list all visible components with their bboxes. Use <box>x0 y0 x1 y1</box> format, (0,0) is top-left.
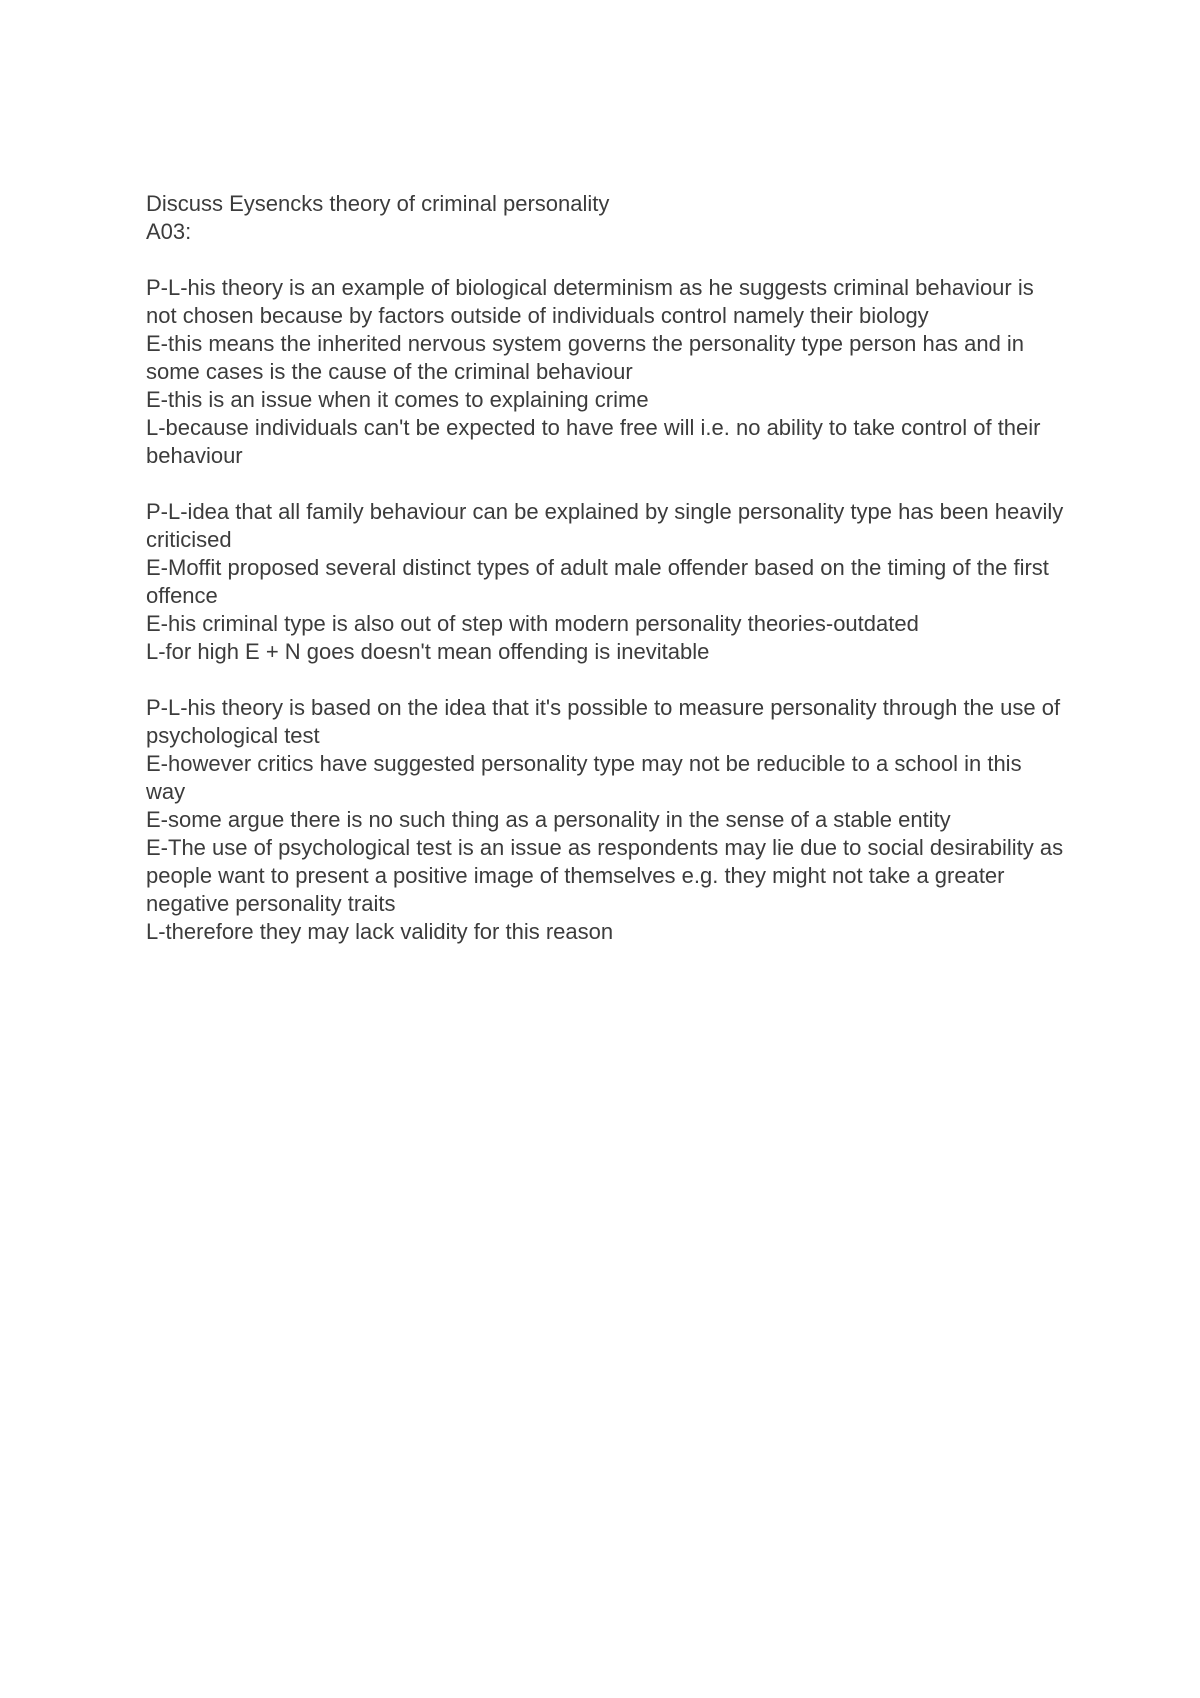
paragraph-line: P-L-idea that all family behaviour can be explained by single personality type has been heavily criticised <box>146 499 1070 552</box>
paragraph-line: E-however critics have suggested personality type may not be reducible to a school in this way <box>146 751 1028 804</box>
paragraph-line: E-The use of psychological test is an issue as respondents may lie due to social desirability as people want to present a positive image of themselves e.g. they might not take a greater negative personality traits <box>146 835 1070 916</box>
paragraph-line: E-some argue there is no such thing as a personality in the sense of a stable entity <box>146 807 951 832</box>
paragraph-block-3 <box>146 694 1070 946</box>
document-subtitle: A03: <box>146 219 192 244</box>
paragraph-line: L-therefore they may lack validity for this reason <box>146 919 614 944</box>
paragraph-line: L-for high E + N goes doesn't mean offending is inevitable <box>146 639 710 664</box>
paragraph-line: E-this means the inherited nervous system governs the personality type person has and in some cases is the cause of the criminal behaviour <box>146 331 1031 384</box>
paragraph-block-1 <box>146 274 1066 470</box>
paragraph-block-2 <box>146 498 1070 666</box>
paragraph-line: P-L-his theory is an example of biological determinism as he suggests criminal behaviour is not chosen because by factors outside of individuals control namely their biology <box>146 275 1040 328</box>
paragraph-line: L-because individuals can't be expected to have free will i.e. no ability to take control of their behaviour <box>146 415 1047 468</box>
document-title: Discuss Eysencks theory of criminal personality <box>146 191 610 216</box>
paragraph-line: E-Moffit proposed several distinct types of adult male offender based on the timing of the first offence <box>146 555 1056 608</box>
paragraph-line: P-L-his theory is based on the idea that it's possible to measure personality through the use of psychological test <box>146 695 1067 748</box>
paragraph-line: E-this is an issue when it comes to explaining crime <box>146 387 649 412</box>
paragraph-line: E-his criminal type is also out of step with modern personality theories-outdated <box>146 611 919 636</box>
document-content <box>146 190 1070 946</box>
